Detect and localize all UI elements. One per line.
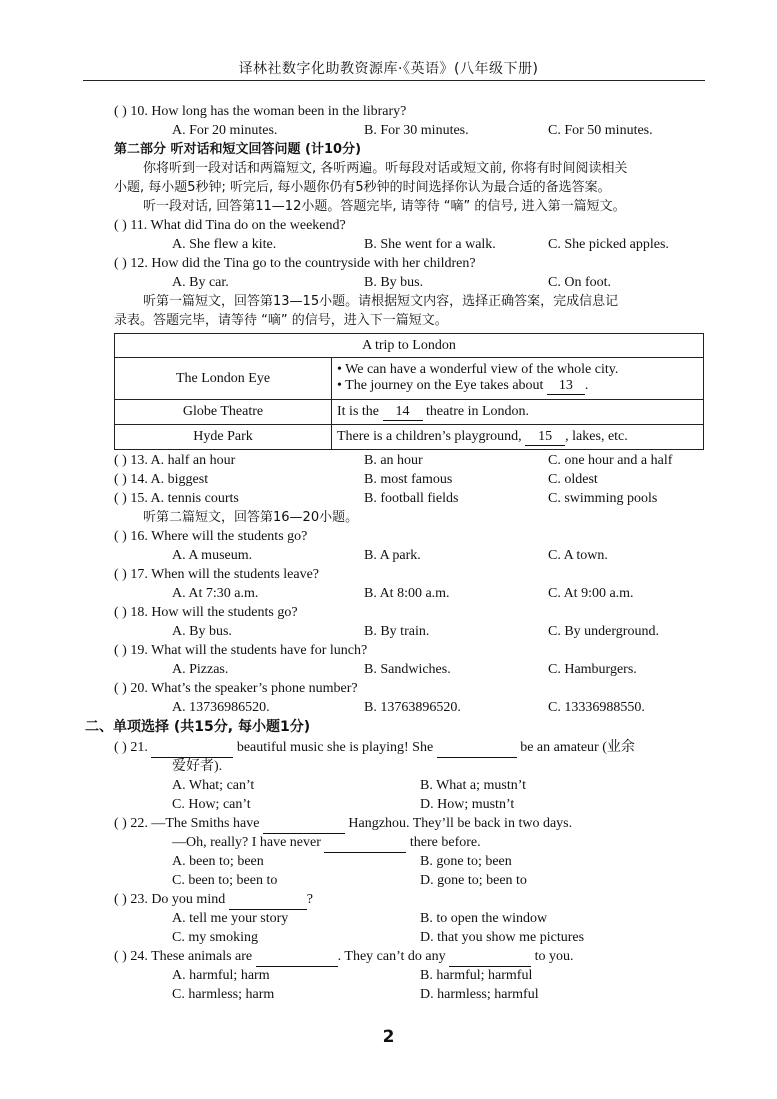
q11-option-a: A. She flew a kite. <box>172 237 277 252</box>
q20-stem: ( ) 20. What’s the speaker’s phone number? <box>114 681 358 696</box>
hyde-park-text-b: , lakes, etc. <box>565 428 628 444</box>
q15-option-c: C. swimming pools <box>548 491 658 506</box>
q24-pre: ( ) 24. These animals are <box>114 949 256 964</box>
q23-option-c: C. my smoking <box>172 930 258 945</box>
q18-option-c: C. By underground. <box>548 624 659 639</box>
q10-option-a: A. For 20 minutes. <box>172 123 278 138</box>
q11-option-c: C. She picked apples. <box>548 237 669 252</box>
q18-option-a: A. By bus. <box>172 624 232 639</box>
q22-post: Hangzhou. They’ll be back in two days. <box>344 816 573 831</box>
q22-blank2 <box>324 834 406 853</box>
q22-line2 <box>172 834 481 853</box>
q23-post: ? <box>306 892 313 907</box>
table-row-london-eye-label: The London Eye <box>115 358 332 400</box>
q19-option-b: B. Sandwiches. <box>364 662 451 677</box>
q24-blank1 <box>256 948 338 967</box>
q21-mid: beautiful music she is playing! She <box>233 740 437 755</box>
table-row-london-eye-content <box>332 358 704 400</box>
q22-pre: ( ) 22. —The Smiths have <box>114 816 263 831</box>
q22-stem <box>114 815 572 834</box>
q12-option-c: C. On foot. <box>548 275 611 290</box>
q23-option-d: D. that you show me pictures <box>420 930 585 945</box>
q24-option-c: C. harmless; harm <box>172 987 275 1002</box>
q19-option-c: C. Hamburgers. <box>548 662 637 677</box>
q10-stem: ( ) 10. How long has the woman been in the library? <box>114 104 407 119</box>
q19-stem: ( ) 19. What will the students have for lunch? <box>114 643 368 658</box>
part2-intro-line2: 小题, 每小题5秒钟; 听完后, 每小题你仍有5秒钟的时间选择你认为最合适的备选答案。 <box>114 180 611 195</box>
q12-stem: ( ) 12. How did the Tina go to the countryside with her children? <box>114 256 476 271</box>
q13-stem: ( ) 13. A. half an hour <box>114 453 236 468</box>
globe-text-b: theatre in London. <box>422 403 530 419</box>
q14-option-c: C. oldest <box>548 472 598 487</box>
q21-blank1 <box>151 739 233 758</box>
table-row-globe-content <box>332 400 704 425</box>
q20-option-b: B. 13763896520. <box>364 700 461 715</box>
q21-pre: ( ) 21. <box>114 740 152 755</box>
q14-option-b: B. most famous <box>364 472 453 487</box>
q21-blank2 <box>437 739 517 758</box>
part2-title: 第二部分 听对话和短文回答问题 (计10分) <box>114 142 362 157</box>
q17-option-a: A. At 7:30 a.m. <box>172 586 259 601</box>
q23-option-b: B. to open the window <box>420 911 548 926</box>
q24-option-d: D. harmless; harmful <box>420 987 539 1002</box>
q17-stem: ( ) 17. When will the students leave? <box>114 567 320 582</box>
table-title: A trip to London <box>115 334 704 358</box>
q10-option-c: C. For 50 minutes. <box>548 123 653 138</box>
passage2-intro: 听第二篇短文，回答第16—20小题。 <box>143 510 359 525</box>
q22-option-c: C. been to; been to <box>172 873 278 888</box>
london-eye-line2-text: • The journey on the Eye takes about <box>337 378 547 393</box>
q18-stem: ( ) 18. How will the students go? <box>114 605 298 620</box>
q23-pre: ( ) 23. Do you mind <box>114 892 229 907</box>
q21-option-b: B. What a; mustn’t <box>420 778 527 793</box>
q21-option-d: D. How; mustn’t <box>420 797 515 812</box>
q24-mid: . They can’t do any <box>337 949 450 964</box>
q20-option-a: A. 13736986520. <box>172 700 270 715</box>
q22-line2-post: there before. <box>406 835 481 850</box>
q24-stem <box>114 948 573 967</box>
q24-post: to you. <box>531 949 574 964</box>
q10-option-b: B. For 30 minutes. <box>364 123 469 138</box>
hyde-park-text-a: There is a children’s playground, <box>337 428 526 444</box>
q16-option-a: A. A museum. <box>172 548 253 563</box>
q17-option-c: C. At 9:00 a.m. <box>548 586 634 601</box>
part2-intro-line3: 听一段对话, 回答第11—12小题。答题完毕, 请等待 “嘀” 的信号, 进入第一篇短文。 <box>143 199 626 214</box>
globe-text-a: It is the <box>337 403 383 419</box>
table-row-hyde-park-content <box>332 425 704 450</box>
q15-option-b: B. football fields <box>364 491 459 506</box>
q22-option-b: B. gone to; been <box>420 854 512 869</box>
q23-stem <box>114 891 313 910</box>
q22-line2-pre: —Oh, really? I have never <box>172 835 325 850</box>
page-header: 译林社数字化助教资源库·《英语》(八年级下册) <box>238 61 539 77</box>
q21-post: be an amateur (业余 <box>516 740 635 755</box>
q12-option-a: A. By car. <box>172 275 229 290</box>
q20-option-c: C. 13336988550. <box>548 700 645 715</box>
q14-stem: ( ) 14. A. biggest <box>114 472 209 487</box>
header-divider <box>83 80 705 81</box>
q22-option-d: D. gone to; been to <box>420 873 527 888</box>
q11-option-b: B. She went for a walk. <box>364 237 496 252</box>
q21-option-c: C. How; can’t <box>172 797 251 812</box>
london-eye-line1: • We can have a wonderful view of the whole city. <box>337 362 619 377</box>
q13-option-c: C. one hour and a half <box>548 453 673 468</box>
table-row-hyde-park-label: Hyde Park <box>115 425 332 450</box>
q24-option-a: A. harmful; harm <box>172 968 270 983</box>
page-number: 2 <box>382 1027 395 1047</box>
london-eye-line2 <box>337 378 698 395</box>
passage1-intro-line2: 录表。答题完毕，请等待 “嘀” 的信号，进入下一篇短文。 <box>114 313 448 328</box>
q12-option-b: B. By bus. <box>364 275 424 290</box>
q24-option-b: B. harmful; harmful <box>420 968 533 983</box>
q16-option-c: C. A town. <box>548 548 608 563</box>
trip-to-london-table <box>114 333 704 450</box>
q21-option-a: A. What; can’t <box>172 778 255 793</box>
passage1-intro-line1: 听第一篇短文，回答第13—15小题。请根据短文内容，选择正确答案，完成信息记 <box>143 294 619 309</box>
part2-intro-line1: 你将听到一段对话和两篇短文, 各听两遍。听每段对话或短文前, 你将有时间阅读相关 <box>143 161 628 176</box>
london-eye-line2-end: . <box>584 378 589 393</box>
q21-stem-cont: 爱好者). <box>172 759 223 774</box>
blank-15: 15 <box>525 429 565 446</box>
blank-14: 14 <box>383 404 423 421</box>
q16-option-b: B. A park. <box>364 548 421 563</box>
q11-stem: ( ) 11. What did Tina do on the weekend? <box>114 218 346 233</box>
q21-stem <box>114 739 635 758</box>
q24-blank2 <box>449 948 531 967</box>
q22-blank1 <box>263 815 345 834</box>
q13-option-b: B. an hour <box>364 453 423 468</box>
q23-blank <box>229 891 307 910</box>
q23-option-a: A. tell me your story <box>172 911 289 926</box>
q22-option-a: A. been to; been <box>172 854 264 869</box>
blank-13: 13 <box>547 378 585 395</box>
q15-stem: ( ) 15. A. tennis courts <box>114 491 239 506</box>
q16-stem: ( ) 16. Where will the students go? <box>114 529 308 544</box>
section2-title: 二、单项选择 (共15分, 每小题1分) <box>85 719 311 735</box>
q18-option-b: B. By train. <box>364 624 430 639</box>
q17-option-b: B. At 8:00 a.m. <box>364 586 450 601</box>
table-row-globe-label: Globe Theatre <box>115 400 332 425</box>
q19-option-a: A. Pizzas. <box>172 662 229 677</box>
